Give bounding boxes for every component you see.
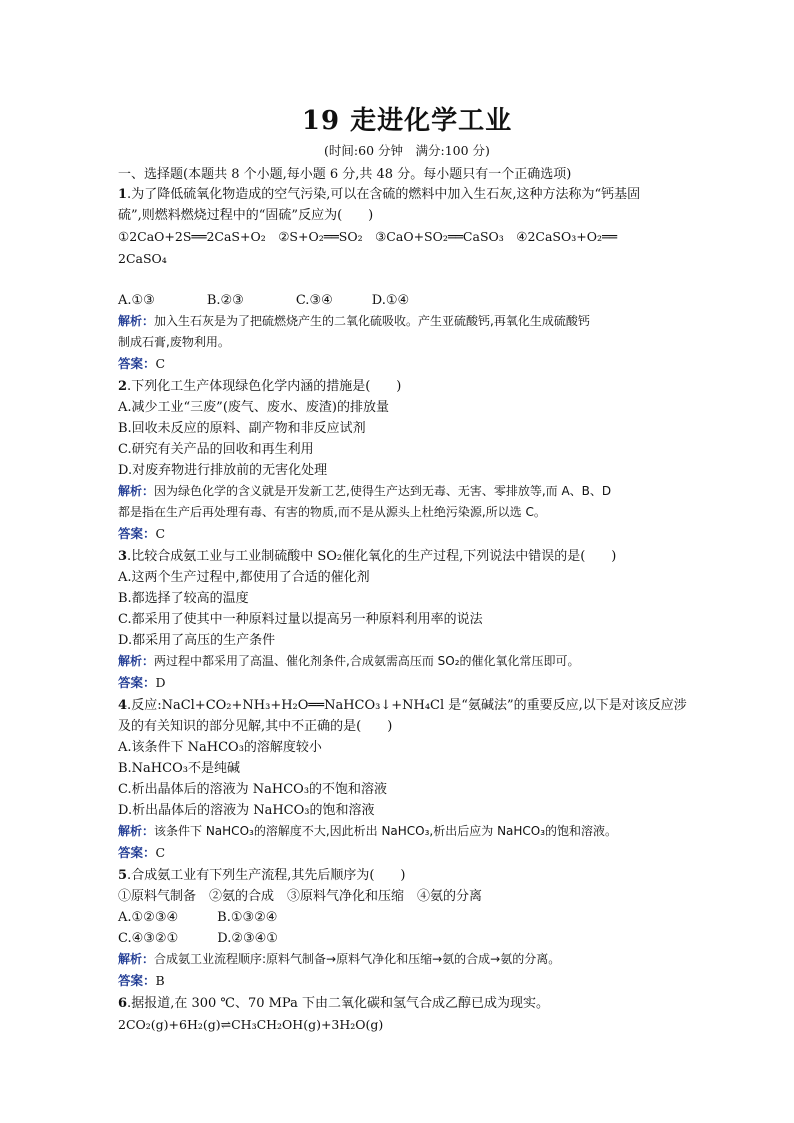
option-b: B.NaHCO₃不是纯碱 [118, 761, 240, 776]
explanation: 解析：合成氨工业流程顺序:原料气制备→原料气净化和压缩→氨的合成→氨的分离。 [118, 952, 561, 966]
answer: 答案：C [118, 526, 166, 541]
question-stem: 2.下列化工生产体现绿色化学内涵的措施是( ) [118, 379, 402, 394]
page-title: 19 走进化学工业 [301, 106, 513, 136]
option-c: C.研究有关产品的回收和再生利用 [118, 442, 314, 457]
section-heading: 一、选择题(本题共 8 个小题,每小题 6 分,共 48 分。每小题只有一个正确选项) [118, 167, 572, 182]
question-number: 1 [118, 187, 128, 202]
explanation: 解析：两过程中都采用了高温、催化剂条件,合成氨需高压而 SO₂的催化氧化常压即可。 [118, 654, 580, 668]
question-number: 4 [118, 698, 128, 713]
option-row-2: C.④③②① D.②③④① [118, 931, 278, 946]
answer: 答案：D [118, 675, 166, 690]
question-number: 5 [118, 868, 128, 883]
question-4 [118, 695, 696, 863]
option-b: B.回收未反应的原料、副产物和非反应试剂 [118, 421, 366, 436]
answer: 答案：B [118, 973, 165, 988]
reaction-equations-cont: 2CaSO₄ [118, 251, 167, 266]
option-d: D.都采用了高压的生产条件 [118, 633, 276, 648]
answer-options: A.①③ B.②③ C.③④ D.①④ [118, 293, 410, 308]
question-1 [118, 184, 696, 374]
option-a: A.该条件下 NaHCO₃的溶解度较小 [118, 740, 322, 755]
question-stem: 6.据报道,在 300 ℃、70 MPa 下由二氧化碳和氢气合成乙醇已成为现实。 [118, 996, 549, 1011]
option-a: A.减少工业“三废”(废气、废水、废渣)的排放量 [118, 400, 389, 415]
option-b: B.都选择了较高的温度 [118, 591, 249, 606]
question-stem-cont: 及的有关知识的部分见解,其中不正确的是( ) [118, 719, 393, 734]
option-d: D.对废弃物进行排放前的无害化处理 [118, 463, 328, 478]
question-stem-cont: 硫”,则燃料燃烧过程中的“固硫”反应为( ) [118, 208, 374, 223]
explanation-cont: 都是指在生产后再处理有毒、有害的物质,而不是从源头上杜绝污染源,所以选 C。 [118, 505, 546, 519]
process-steps: ①原料气制备 ②氨的合成 ③原料气净化和压缩 ④氨的分离 [118, 889, 483, 904]
answer: 答案：C [118, 845, 166, 860]
option-row-1: A.①②③④ B.①③②④ [118, 910, 278, 925]
explanation: 解析：该条件下 NaHCO₃的溶解度不大,因此析出 NaHCO₃,析出后应为 NaHCO₃的饱和溶液。 [118, 824, 618, 838]
explanation: 解析：因为绿色化学的含义就是开发新工艺,使得生产达到无毒、无害、零排放等,而 A、B、D [118, 484, 612, 498]
question-stem: 5.合成氨工业有下列生产流程,其先后顺序为( ) [118, 868, 406, 883]
reaction-equations: ①2CaO+2S══2CaS+O₂ ②S+O₂══SO₂ ③CaO+SO₂══CaSO₃ ④2CaSO₃+O₂══ [118, 229, 618, 244]
question-stem: 4.反应:NaCl+CO₂+NH₃+H₂O══NaHCO₃↓+NH₄Cl 是“氨碱法”的重要反应,以下是对该反应涉 [118, 698, 687, 713]
question-stem: 3.比较合成氨工业与工业制硫酸中 SO₂催化氧化的生产过程,下列说法中错误的是( ) [118, 549, 617, 564]
option-c: C.析出晶体后的溶液为 NaHCO₃的不饱和溶液 [118, 782, 388, 797]
exam-time-score: (时间:60 分钟 满分:100 分) [324, 143, 490, 158]
explanation: 解析：加入生石灰是为了把硫燃烧产生的二氧化硫吸收。产生亚硫酸钙,再氧化生成硫酸钙 [118, 314, 590, 328]
question-6 [118, 993, 696, 1036]
document-page [118, 100, 696, 1036]
answer: 答案：C [118, 356, 166, 371]
question-number: 2 [118, 379, 128, 394]
question-5 [118, 865, 696, 991]
question-2 [118, 376, 696, 544]
question-number: 3 [118, 549, 128, 564]
option-a: A.这两个生产过程中,都使用了合适的催化剂 [118, 570, 370, 585]
reaction-equation: 2CO₂(g)+6H₂(g)⇌CH₃CH₂OH(g)+3H₂O(g) [118, 1017, 384, 1032]
question-3 [118, 546, 696, 693]
explanation-cont: 制成石膏,废物利用。 [118, 335, 230, 349]
question-number: 6 [118, 996, 128, 1011]
option-c: C.都采用了使其中一种原料过量以提高另一种原料利用率的说法 [118, 612, 483, 627]
question-stem: 1.为了降低硫氧化物造成的空气污染,可以在含硫的燃料中加入生石灰,这种方法称为“钙基固 [118, 187, 641, 202]
option-d: D.析出晶体后的溶液为 NaHCO₃的饱和溶液 [118, 803, 375, 818]
